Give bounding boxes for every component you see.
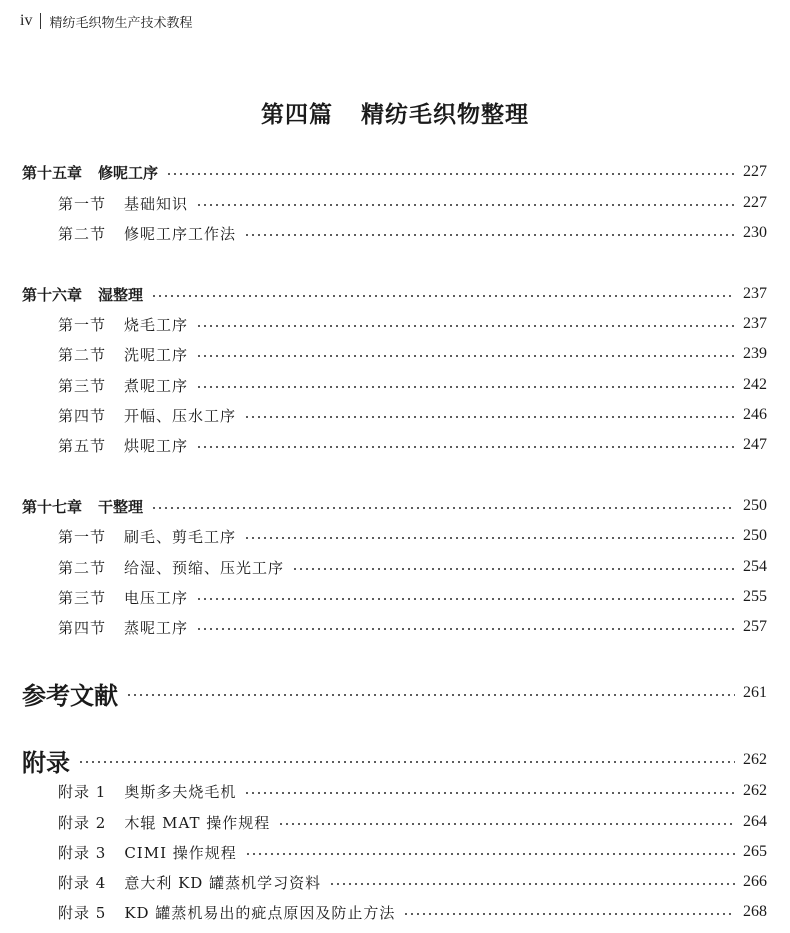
toc-page-number: 247 xyxy=(743,436,767,453)
dot-leader xyxy=(196,446,735,448)
dot-leader xyxy=(244,537,735,539)
toc-page-number: 255 xyxy=(743,588,767,605)
toc-page-number: 230 xyxy=(743,224,767,241)
chapter-title: 湿整理 xyxy=(98,285,144,304)
toc-section[interactable] xyxy=(58,615,767,639)
dot-leader xyxy=(245,853,735,855)
toc-appendix-item[interactable] xyxy=(58,810,767,834)
dot-leader xyxy=(329,883,735,885)
toc-appendix-item[interactable] xyxy=(58,779,767,803)
toc-page-number: 246 xyxy=(743,406,767,423)
toc-chapter-15[interactable] xyxy=(22,160,767,184)
appendix-item-label: 附录 3 xyxy=(58,843,107,862)
dot-leader xyxy=(196,386,735,388)
appendix-label: 附录 xyxy=(22,748,70,777)
chapter-title: 干整理 xyxy=(98,497,144,516)
page-number: iv xyxy=(20,12,33,29)
chapter-title: 修呢工序 xyxy=(98,163,159,182)
toc-page-number: 257 xyxy=(743,618,767,635)
dot-leader xyxy=(244,234,735,236)
section-label: 第四节 xyxy=(58,406,107,425)
toc-page-number: 227 xyxy=(743,194,767,211)
section-title: 基础知识 xyxy=(124,194,189,213)
toc-appendix-item[interactable] xyxy=(58,840,767,864)
chapter-label: 第十六章 xyxy=(22,285,83,304)
toc-page-number: 262 xyxy=(743,782,767,799)
toc-section[interactable] xyxy=(58,312,767,336)
chapter-label: 第十七章 xyxy=(22,497,83,516)
toc-page-number: 242 xyxy=(743,376,767,393)
toc-page-number: 250 xyxy=(743,497,767,514)
appendix-item-title: 木辊 MAT 操作规程 xyxy=(124,813,271,832)
toc-page-number: 268 xyxy=(743,903,767,920)
dot-leader xyxy=(403,913,735,915)
toc-page-number: 250 xyxy=(743,527,767,544)
dot-leader xyxy=(78,761,735,763)
toc-section[interactable] xyxy=(58,221,767,245)
toc-section[interactable] xyxy=(58,524,767,548)
section-title: 刷毛、剪毛工序 xyxy=(124,527,237,546)
section-label: 第四节 xyxy=(58,618,107,637)
toc-section[interactable] xyxy=(58,373,767,397)
dot-leader xyxy=(151,295,735,297)
references-label: 参考文献 xyxy=(22,681,118,710)
toc-page-number: 262 xyxy=(743,751,767,768)
section-label: 第三节 xyxy=(58,588,107,607)
section-label: 第五节 xyxy=(58,436,107,455)
toc-page-number: 265 xyxy=(743,843,767,860)
toc-page-number: 237 xyxy=(743,315,767,332)
toc-page-number: 239 xyxy=(743,345,767,362)
toc-appendix-item[interactable] xyxy=(58,900,767,924)
appendix-item-title: CIMI 操作规程 xyxy=(124,843,237,862)
toc-chapter-17[interactable] xyxy=(22,494,767,518)
section-label: 第二节 xyxy=(58,345,107,364)
section-title: 电压工序 xyxy=(124,588,189,607)
section-title: 烧毛工序 xyxy=(124,315,189,334)
dot-leader xyxy=(244,416,735,418)
dot-leader xyxy=(292,568,735,570)
dot-leader xyxy=(196,204,735,206)
section-label: 第三节 xyxy=(58,376,107,395)
toc-page-number: 254 xyxy=(743,558,767,575)
section-label: 第二节 xyxy=(58,224,107,243)
appendix-item-label: 附录 1 xyxy=(58,782,107,801)
toc-chapter-16[interactable] xyxy=(22,282,767,306)
dot-leader xyxy=(244,792,735,794)
dot-leader xyxy=(196,325,735,327)
header-divider xyxy=(40,13,41,29)
running-header xyxy=(20,8,192,34)
part-title xyxy=(0,96,790,129)
appendix-item-label: 附录 4 xyxy=(58,873,107,892)
toc-page-number: 261 xyxy=(743,684,767,701)
toc-appendix-item[interactable] xyxy=(58,870,767,894)
part-name: 精纺毛织物整理 xyxy=(361,101,529,128)
section-title: 洗呢工序 xyxy=(124,345,189,364)
section-label: 第一节 xyxy=(58,194,107,213)
appendix-item-label: 附录 5 xyxy=(58,903,107,922)
toc-page-number: 264 xyxy=(743,813,767,830)
appendix-item-title: 奥斯多夫烧毛机 xyxy=(124,782,237,801)
dot-leader xyxy=(278,823,735,825)
toc-page-number: 227 xyxy=(743,163,767,180)
part-number: 第四篇 xyxy=(261,101,333,128)
toc-section[interactable] xyxy=(58,342,767,366)
section-label: 第一节 xyxy=(58,315,107,334)
section-title: 烘呢工序 xyxy=(124,436,189,455)
toc-section[interactable] xyxy=(58,555,767,579)
toc-section[interactable] xyxy=(58,433,767,457)
section-title: 开幅、压水工序 xyxy=(124,406,237,425)
toc-references[interactable] xyxy=(22,676,767,710)
dot-leader xyxy=(196,598,735,600)
book-title: 精纺毛织物生产技术教程 xyxy=(49,15,193,31)
toc-section[interactable] xyxy=(58,585,767,609)
toc-section[interactable] xyxy=(58,403,767,427)
section-label: 第一节 xyxy=(58,527,107,546)
dot-leader xyxy=(196,355,735,357)
appendix-item-label: 附录 2 xyxy=(58,813,107,832)
dot-leader xyxy=(126,694,735,696)
dot-leader xyxy=(151,507,735,509)
section-label: 第二节 xyxy=(58,558,107,577)
dot-leader xyxy=(166,173,735,175)
section-title: 蒸呢工序 xyxy=(124,618,189,637)
dot-leader xyxy=(196,628,735,630)
toc-appendix[interactable] xyxy=(22,743,767,777)
appendix-item-title: KD 罐蒸机易出的疵点原因及防止方法 xyxy=(124,903,396,922)
section-title: 煮呢工序 xyxy=(124,376,189,395)
toc-section[interactable] xyxy=(58,191,767,215)
section-title: 给湿、预缩、压光工序 xyxy=(124,558,285,577)
toc-page-number: 237 xyxy=(743,285,767,302)
toc-page-number: 266 xyxy=(743,873,767,890)
section-title: 修呢工序工作法 xyxy=(124,224,237,243)
chapter-label: 第十五章 xyxy=(22,163,83,182)
appendix-item-title: 意大利 KD 罐蒸机学习资料 xyxy=(124,873,322,892)
